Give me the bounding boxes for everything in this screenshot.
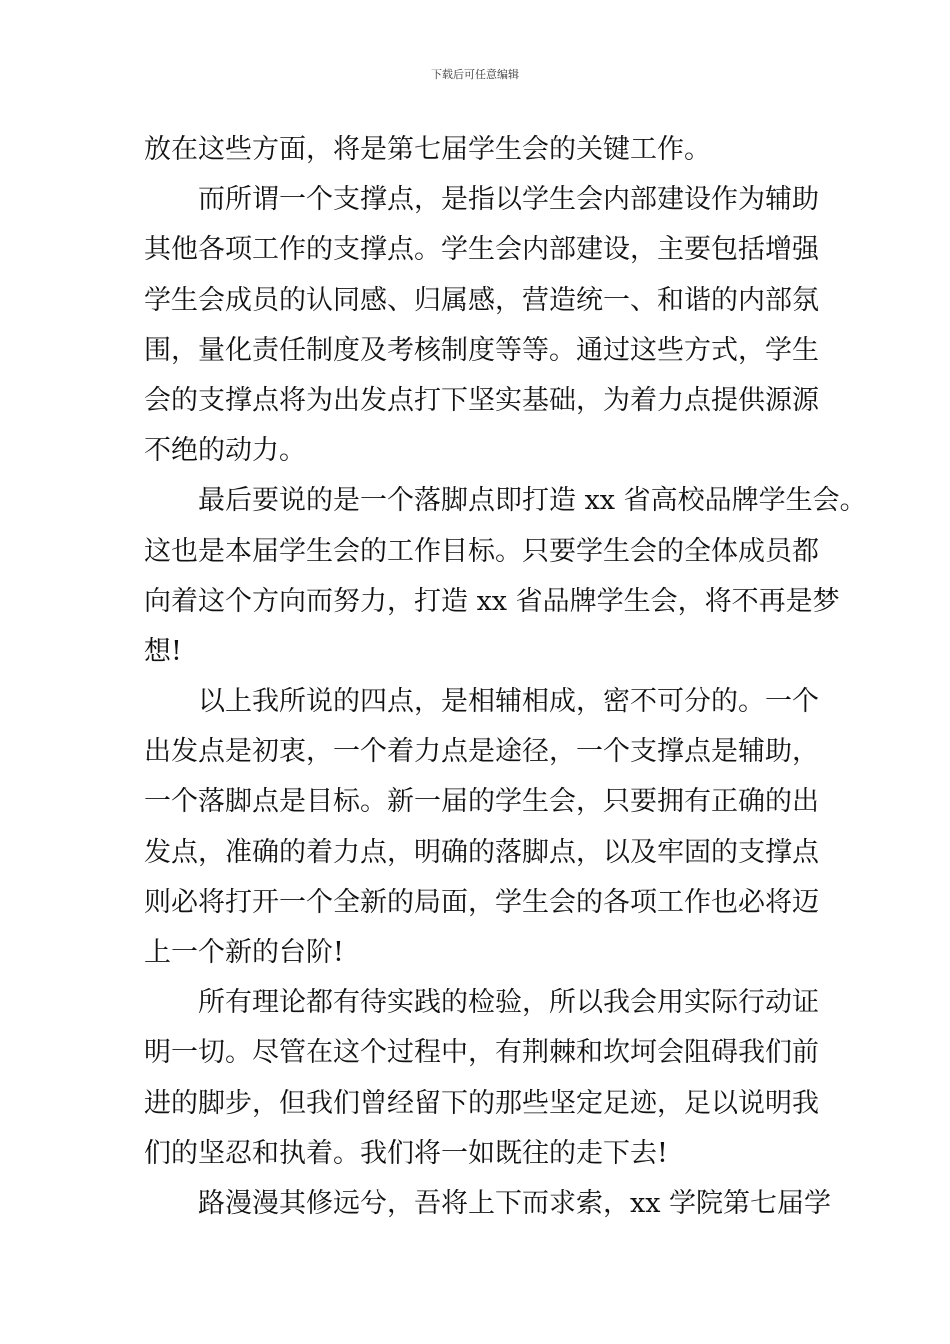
- text-line: 所有理论都有待实践的检验，所以我会用实际行动证: [198, 987, 819, 1019]
- text-line: 出发点是初衷，一个着力点是途径，一个支撑点是辅助，: [144, 736, 819, 768]
- text-line: 向着这个方向而努力，打造 xx 省品牌学生会，将不再是梦: [144, 585, 840, 617]
- text-line: 不绝的动力。: [144, 435, 306, 467]
- text-line: 而所谓一个支撑点，是指以学生会内部建设作为辅助: [198, 184, 819, 216]
- text-line: 路漫漫其修远兮，吾将上下而求索，xx 学院第七届学: [198, 1187, 832, 1219]
- text-line: 以上我所说的四点，是相辅相成，密不可分的。一个: [198, 686, 819, 718]
- text-line: 则必将打开一个全新的局面，学生会的各项工作也必将迈: [144, 886, 819, 918]
- text-line: 明一切。尽管在这个过程中，有荆棘和坎坷会阻碍我们前: [144, 1037, 819, 1069]
- text-line: 这也是本届学生会的工作目标。只要学生会的全体成员都: [144, 535, 819, 567]
- text-line: 们的坚忍和执着。我们将一如既往的走下去!: [144, 1137, 668, 1169]
- text-line: 放在这些方面，将是第七届学生会的关键工作。: [144, 134, 711, 165]
- text-line: 上一个新的台阶!: [144, 937, 344, 968]
- document-body: [144, 125, 867, 1229]
- text-line: 一个落脚点是目标。新一届的学生会，只要拥有正确的出: [144, 786, 819, 818]
- text-line: 进的脚步，但我们曾经留下的那些坚定足迹，足以说明我: [144, 1087, 819, 1119]
- text-line: 发点，准确的着力点，明确的落脚点，以及牢固的支撑点: [144, 836, 819, 868]
- text-line: 学生会成员的认同感、归属感，营造统一、和谐的内部氛: [144, 284, 819, 316]
- text-line: 想!: [144, 635, 182, 667]
- text-line: 其他各项工作的支撑点。学生会内部建设，主要包括增强: [144, 234, 819, 266]
- text-line: 围，量化责任制度及考核制度等等。通过这些方式，学生: [144, 334, 819, 366]
- text-line: 最后要说的是一个落脚点即打造 xx 省高校品牌学生会。: [198, 485, 867, 517]
- page-header: 下载后可任意编辑: [431, 68, 519, 81]
- text-line: 会的支撑点将为出发点打下坚实基础，为着力点提供源源: [144, 384, 819, 416]
